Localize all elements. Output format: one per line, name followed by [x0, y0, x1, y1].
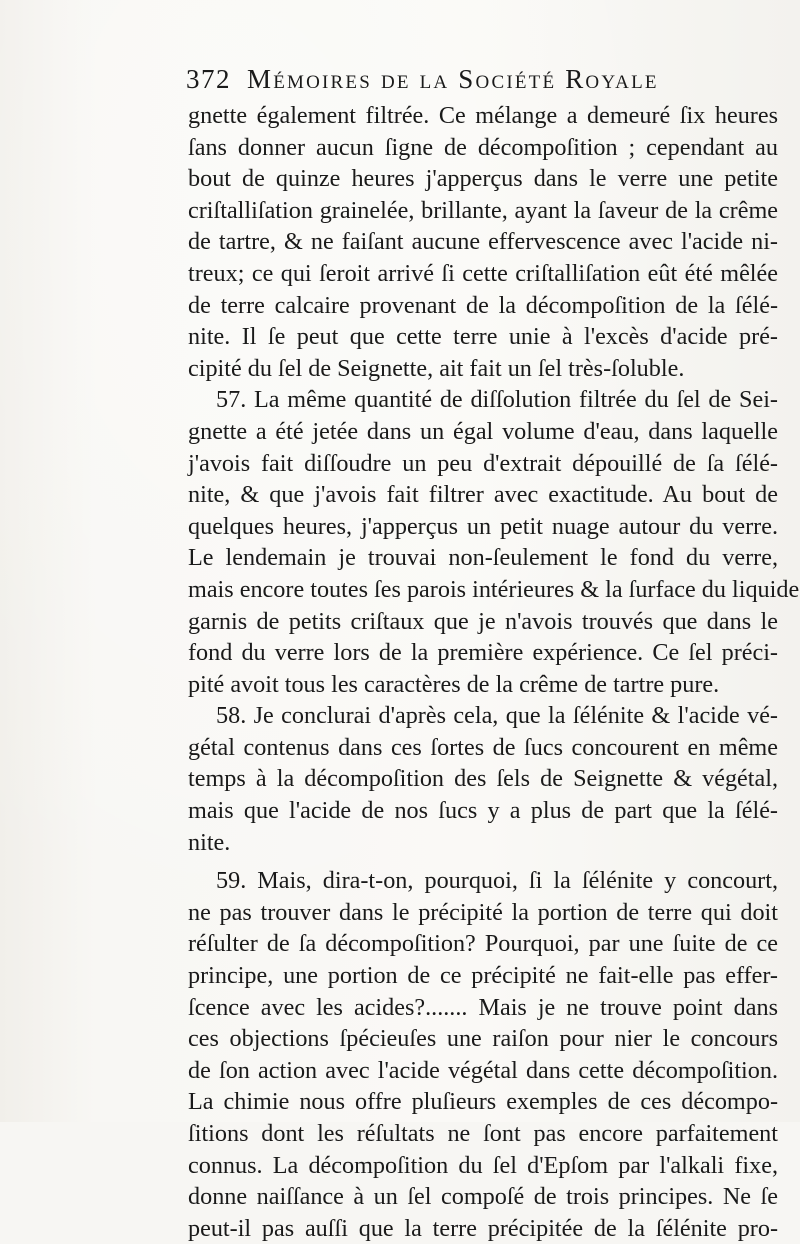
page-number: 372	[186, 64, 231, 94]
text-line: ne pas trouver dans le précipité la portion de terre qui doit	[188, 898, 778, 926]
text-line: garnis de petits criſtaux que je n'avois trouvés que dans le	[188, 607, 778, 635]
text-line: bout de quinze heures j'apperçus dans le verre une petite	[188, 165, 778, 193]
text-line: pité avoit tous les caractères de la crême de tartre pure.	[188, 670, 720, 698]
text-line: nite. Il ſe peut que cette terre unie à l'excès d'acide pré-	[188, 323, 778, 351]
text-line: nite.	[188, 828, 231, 856]
text-line: principe, une portion de ce précipité ne fait-elle pas effer-	[188, 962, 778, 990]
text-line: donne naiſſance à un ſel compoſé de trois principes. Ne ſe	[188, 1183, 778, 1211]
paragraph-59	[188, 865, 778, 1244]
body-text	[188, 100, 800, 1244]
text-line: fond du verre lors de la première expérience. Ce ſel préci-	[188, 639, 778, 667]
text-line: de tartre, & ne faiſant aucune effervescence avec l'acide ni-	[188, 228, 778, 256]
text-line: 57. La même quantité de diſſolution filtrée du ſel de Sei-	[216, 386, 778, 414]
text-line: peut-il pas auſſi que la terre précipitée de la ſélénite pro-	[188, 1214, 778, 1242]
text-line: 59. Mais, dira-t-on, pourquoi, ſi la ſélénite y concourt,	[216, 867, 778, 895]
paragraph-continuation	[188, 100, 778, 384]
running-head: Mémoires de la Société Royale	[247, 64, 659, 94]
text-line: mais que l'acide de nos ſucs y a plus de part que la ſélé-	[188, 797, 778, 825]
text-line: La chimie nous offre pluſieurs exemples de ces décompo-	[188, 1088, 778, 1116]
text-line: de terre calcaire provenant de la décompoſition de la ſélé-	[188, 291, 778, 319]
text-line: Le lendemain je trouvai non-ſeulement le fond du verre,	[188, 544, 778, 572]
text-line: ſitions dont les réſultats ne ſont pas encore parfaitement	[188, 1120, 778, 1147]
paragraph-58	[188, 700, 778, 858]
text-line: mais encore toutes ſes parois intérieures & la ſurface du liquide	[188, 575, 800, 603]
text-line: connus. La décompoſition du ſel d'Epſom par l'alkali fixe,	[188, 1151, 778, 1179]
text-line: gnette a été jetée dans un égal volume d'eau, dans laquelle	[188, 417, 778, 445]
text-line: nite, & que j'avois fait filtrer avec exactitude. Au bout de	[188, 481, 778, 509]
text-line: j'avois fait diſſoudre un peu d'extrait dépouillé de ſa ſélé-	[188, 449, 778, 477]
text-line: temps à la décompoſition des ſels de Seignette & végétal,	[188, 765, 778, 793]
text-line: 58. Je conclurai d'après cela, que la ſélénite & l'acide vé-	[216, 702, 778, 730]
page-header	[186, 64, 766, 98]
text-line: ſans donner aucun ſigne de décompoſition ; cependant au	[188, 133, 778, 161]
text-line: ſcence avec les acides?....... Mais je ne trouve point dans	[188, 993, 778, 1021]
text-line: ces objections ſpécieuſes une raiſon pour nier le concours	[188, 1025, 778, 1053]
text-line: de ſon action avec l'acide végétal dans cette décompoſition.	[188, 1056, 778, 1084]
text-line: gnette également filtrée. Ce mélange a demeuré ſix heures	[188, 102, 778, 129]
text-line: gétal contenus dans ces ſortes de ſucs concourent en même	[188, 733, 778, 761]
text-line: cipité du ſel de Seignette, ait fait un ſel très-ſoluble.	[188, 354, 685, 382]
paragraph-gap	[188, 858, 778, 865]
text-line: treux; ce qui ſeroit arrivé ſi cette criſtalliſation eût été mêlée	[188, 259, 778, 287]
text-line: quelques heures, j'apperçus un petit nuage autour du verre.	[188, 512, 778, 540]
paragraph-57	[188, 384, 800, 700]
text-line: réſulter de ſa décompoſition? Pourquoi, par une ſuite de ce	[188, 930, 778, 958]
text-line: criſtalliſation grainelée, brillante, ayant la ſaveur de la crême	[188, 196, 778, 224]
